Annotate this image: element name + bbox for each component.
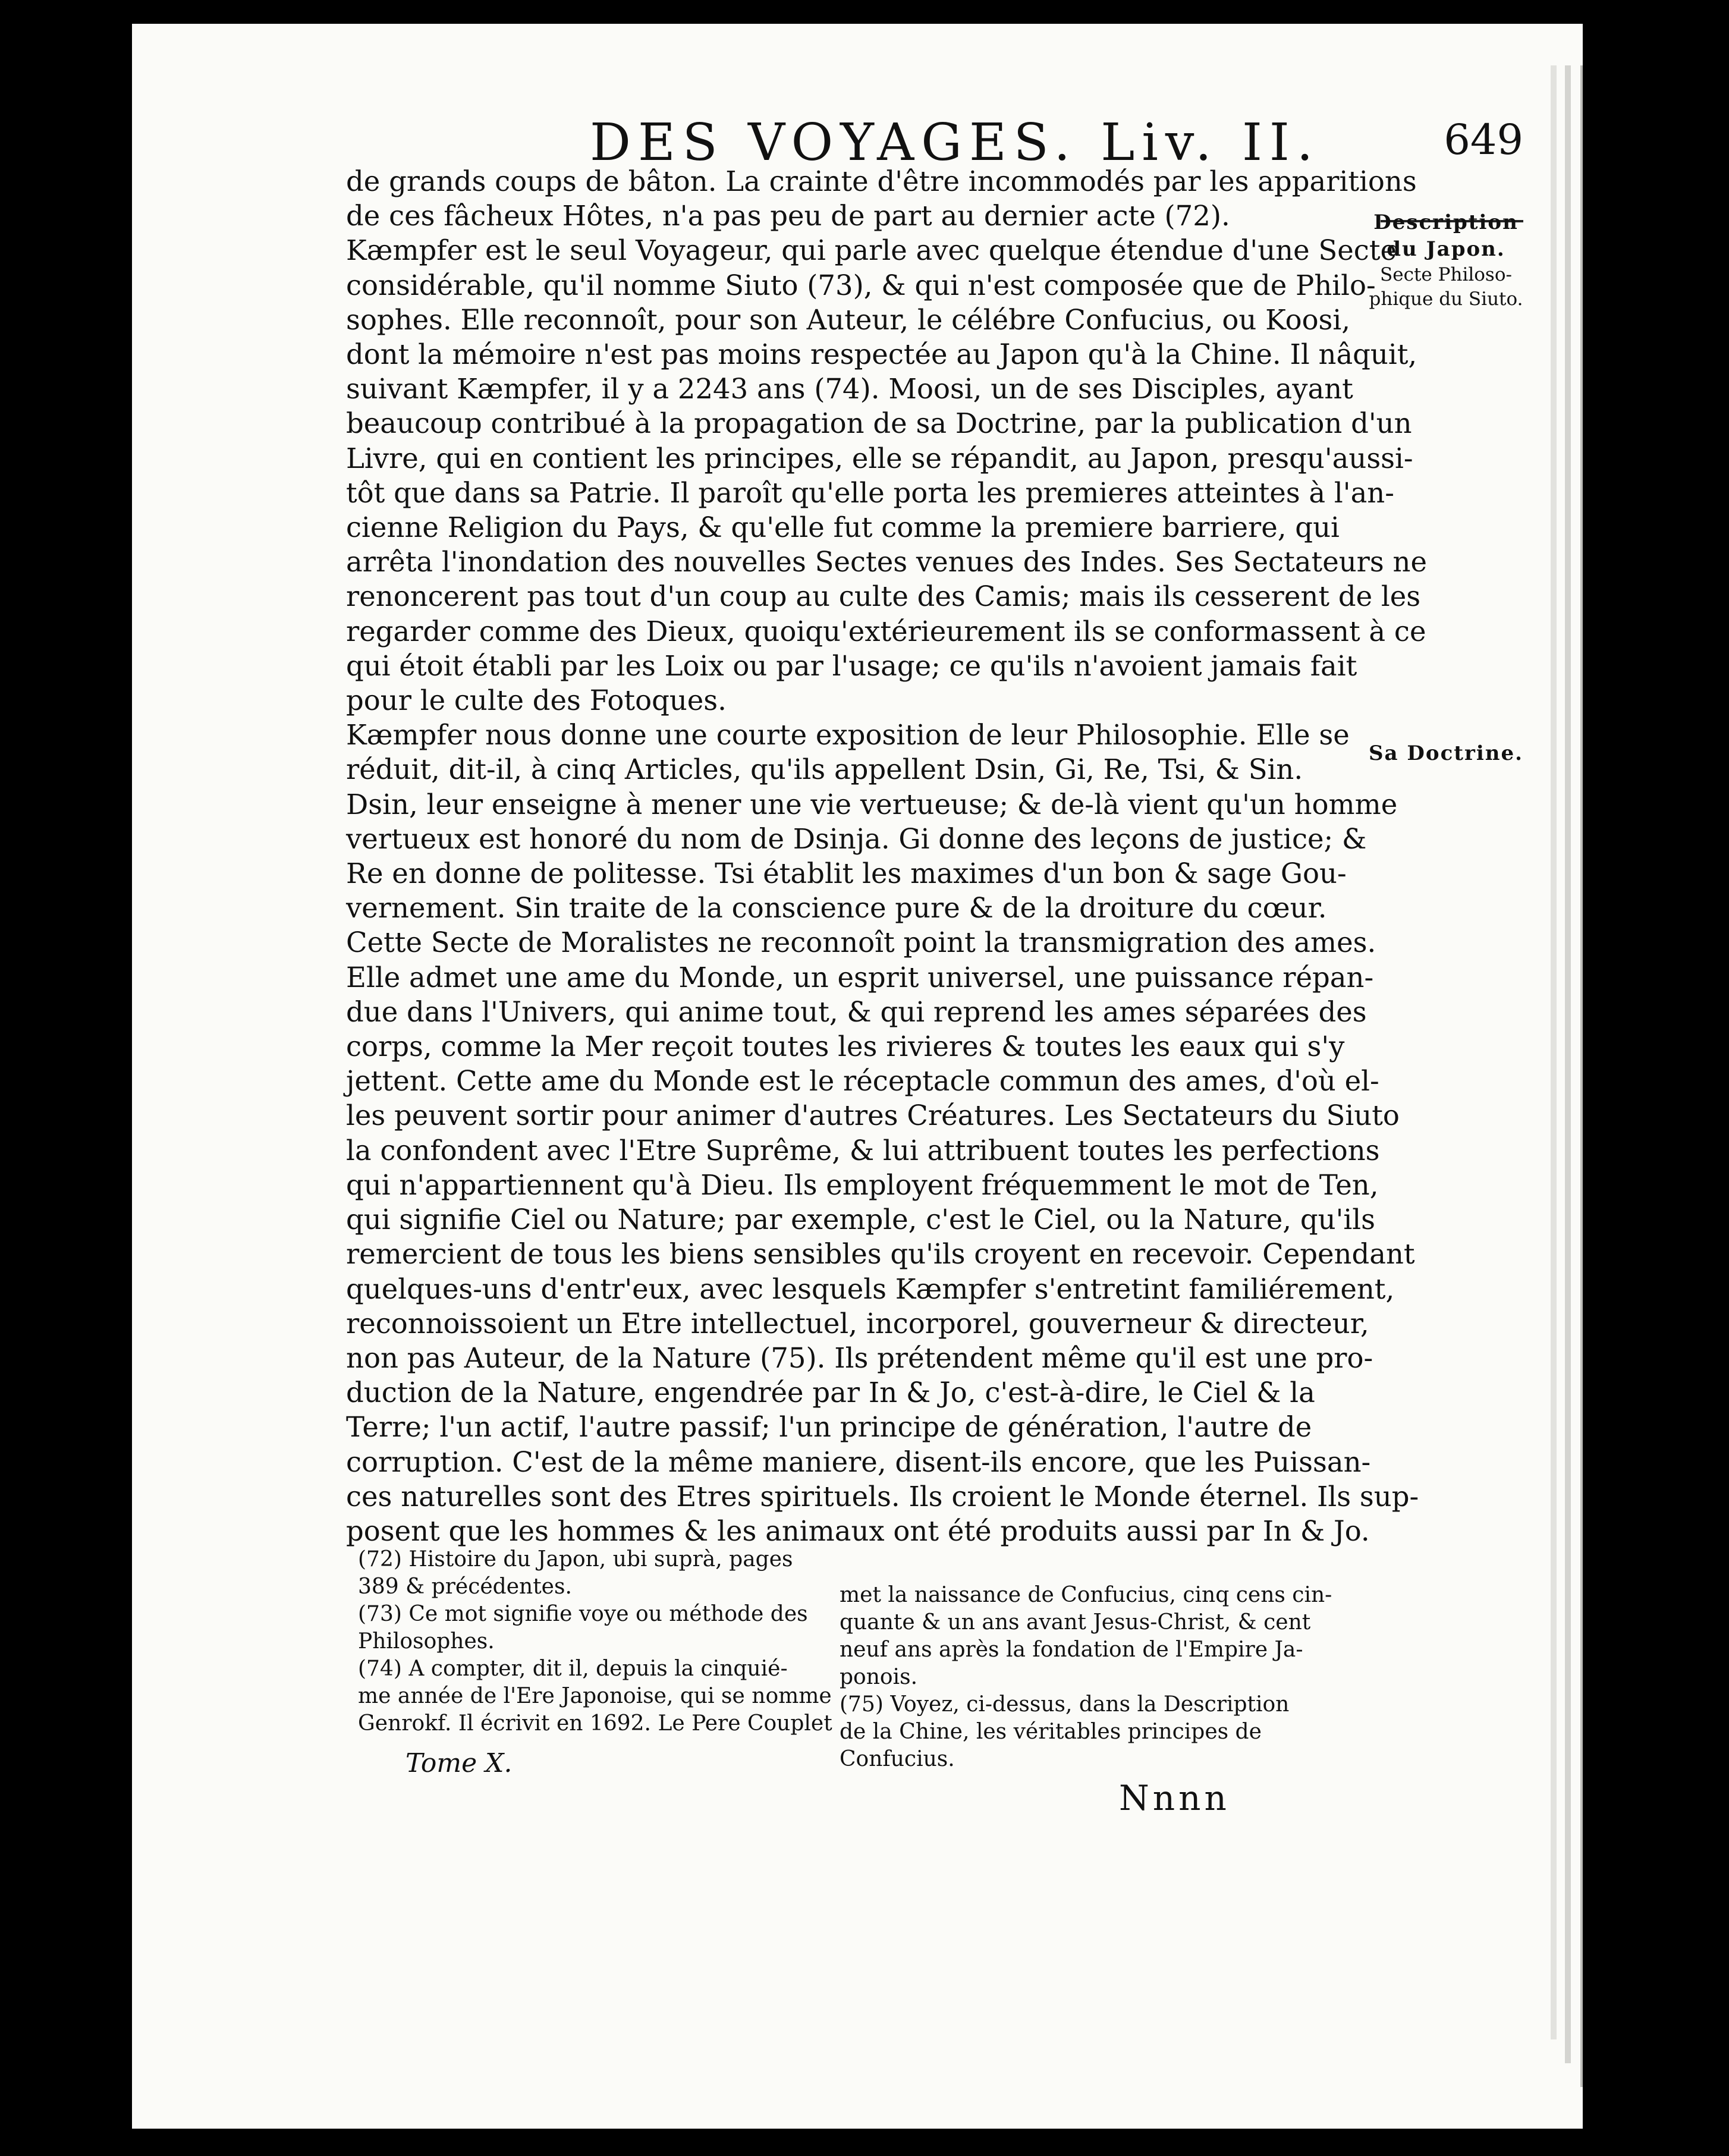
body-line: non pas Auteur, de la Nature (75). Ils prétendent même qu'il est une pro- [346, 1341, 1373, 1374]
body-line: Cette Secte de Moralistes ne reconnoît point la transmigration des ames. [346, 926, 1376, 959]
footnotes-left-column [358, 1546, 832, 1737]
body-line: Terre; l'un actif, l'autre passif; l'un principe de génération, l'autre de [346, 1411, 1312, 1444]
margin-note-head: Description du Japon. [1373, 210, 1519, 261]
page-number: 649 [1444, 115, 1523, 164]
footnote-line: ponois. [840, 1665, 918, 1689]
body-line: considérable, qu'il nomme Siuto (73), & qui n'est composée que de Philo- [346, 269, 1376, 301]
margin-note-sub: Secte Philoso-phique du Siuto. [1369, 263, 1523, 310]
footnotes-right-column [840, 1582, 1332, 1773]
running-title: DES VOYAGES. Liv. II. [590, 113, 1321, 172]
body-line: de ces fâcheux Hôtes, n'a pas peu de part au dernier acte (72). [346, 200, 1230, 232]
body-line: dont la mémoire n'est pas moins respectée au Japon qu'à la Chine. Il nâquit, [346, 338, 1417, 371]
footnote-line: neuf ans après la fondation de l'Empire Ja- [840, 1638, 1303, 1662]
footnote-line: quante & un ans avant Jesus-Christ, & cent [840, 1610, 1311, 1635]
footnote-line: Genrokf. Il écrivit en 1692. Le Pere Couplet [358, 1711, 832, 1736]
body-line: les peuvent sortir pour animer d'autres Créatures. Les Sectateurs du Siuto [346, 1099, 1400, 1132]
body-line: Re en donne de politesse. Tsi établit les maximes d'un bon & sage Gou- [346, 857, 1347, 890]
body-line: Dsin, leur enseigne à mener une vie vertueuse; & de-là vient qu'un homme [346, 788, 1398, 821]
tome-label: Tome X. [405, 1748, 513, 1778]
page-edge [1551, 65, 1557, 2039]
body-line: corruption. C'est de la même maniere, disent-ils encore, que les Puissan- [346, 1445, 1371, 1478]
body-line: duction de la Nature, engendrée par In & Jo, c'est-à-dire, le Ciel & la [346, 1376, 1315, 1409]
body-line: sophes. Elle reconnoît, pour son Auteur, le célébre Confucius, ou Koosi, [346, 303, 1351, 336]
signature-mark: Nnnn [1119, 1778, 1230, 1818]
body-line: remercient de tous les biens sensibles qu'ils croyent en recevoir. Cependant [346, 1238, 1415, 1271]
body-line: qui signifie Ciel ou Nature; par exemple, c'est le Ciel, ou la Nature, qu'ils [346, 1203, 1375, 1236]
body-line: arrêta l'inondation des nouvelles Sectes venues des Indes. Ses Sectateurs ne [346, 546, 1427, 579]
body-line: Elle admet une ame du Monde, un esprit universel, une puissance répan- [346, 961, 1374, 994]
body-line: reconnoissoient un Etre intellectuel, incorporel, gouverneur & directeur, [346, 1307, 1369, 1340]
body-line: regarder comme des Dieux, quoiqu'extérieurement ils se conformassent à ce [346, 615, 1426, 648]
body-line: beaucoup contribué à la propagation de sa Doctrine, par la publication d'un [346, 407, 1412, 440]
footnote-line: (74) A compter, dit il, depuis la cinquié- [358, 1657, 788, 1681]
footnote-line: 389 & précédentes. [358, 1574, 572, 1599]
margin-note-doctrine [1357, 740, 1535, 767]
page-edge [1565, 65, 1571, 2063]
body-line: suivant Kæmpfer, il y a 2243 ans (74). Moosi, un de ses Disciples, ayant [346, 373, 1353, 406]
body-line: Kæmpfer est le seul Voyageur, qui parle avec quelque étendue d'une Secte [346, 234, 1397, 267]
footnote-line: Confucius. [840, 1747, 955, 1771]
footnote-line: (72) Histoire du Japon, ubi suprà, pages [358, 1547, 793, 1572]
body-line: réduit, dit-il, à cinq Articles, qu'ils appellent Dsin, Gi, Re, Tsi, & Sin. [346, 753, 1303, 786]
body-text [346, 164, 1427, 1548]
footnote-line: (75) Voyez, ci-dessus, dans la Description [840, 1692, 1290, 1717]
body-line: quelques-uns d'entr'eux, avec lesquels Kæmpfer s'entretint familiérement, [346, 1272, 1395, 1305]
body-line: de grands coups de bâton. La crainte d'être incommodés par les apparitions [346, 165, 1417, 197]
body-line: vernement. Sin traite de la conscience pure & de la droiture du cœur. [346, 892, 1327, 925]
body-line: due dans l'Univers, qui anime tout, & qui reprend les ames séparées des [346, 995, 1367, 1028]
body-line: tôt que dans sa Patrie. Il paroît qu'elle porta les premieres atteintes à l'an- [346, 476, 1394, 509]
body-line: la confondent avec l'Etre Suprême, & lui attribuent toutes les perfections [346, 1134, 1380, 1167]
footnote-line: me année de l'Ere Japonoise, qui se nomme [358, 1684, 832, 1708]
margin-note-head: Sa Doctrine. [1368, 741, 1523, 765]
body-line: corps, comme la Mer reçoit toutes les rivieres & toutes les eaux qui s'y [346, 1030, 1345, 1063]
body-line: renoncerent pas tout d'un coup au culte des Camis; mais ils cesserent de les [346, 580, 1421, 613]
body-line: pour le culte des Fotoques. [346, 684, 727, 717]
body-line: posent que les hommes & les animaux ont été produits aussi par In & Jo. [346, 1514, 1370, 1547]
body-line: Kæmpfer nous donne une courte exposition de leur Philosophie. Elle se [346, 719, 1350, 752]
footnote-line: met la naissance de Confucius, cinq cens cin- [840, 1583, 1332, 1607]
body-line: cienne Religion du Pays, & qu'elle fut comme la premiere barriere, qui [346, 511, 1340, 544]
body-line: ces naturelles sont des Etres spirituels. Ils croient le Monde éternel. Ils sup- [346, 1480, 1419, 1513]
body-line: vertueux est honoré du nom de Dsinja. Gi donne des leçons de justice; & [346, 822, 1367, 855]
body-line: qui n'appartiennent qu'à Dieu. Ils employent fréquemment le mot de Ten, [346, 1168, 1379, 1201]
page-edge [1580, 65, 1583, 2087]
footnote-line: Philosophes. [358, 1629, 495, 1654]
body-line: Livre, qui en contient les principes, elle se répandit, au Japon, presqu'aussi- [346, 442, 1413, 474]
body-line: jettent. Cette ame du Monde est le réceptacle commun des ames, d'où el- [346, 1065, 1379, 1098]
footnote-line: de la Chine, les véritables principes de [840, 1720, 1262, 1744]
book-page [132, 24, 1583, 2129]
footnote-line: (73) Ce mot signifie voye ou méthode des [358, 1602, 808, 1626]
body-line: qui étoit établi par les Loix ou par l'usage; ce qu'ils n'avoient jamais fait [346, 649, 1357, 682]
